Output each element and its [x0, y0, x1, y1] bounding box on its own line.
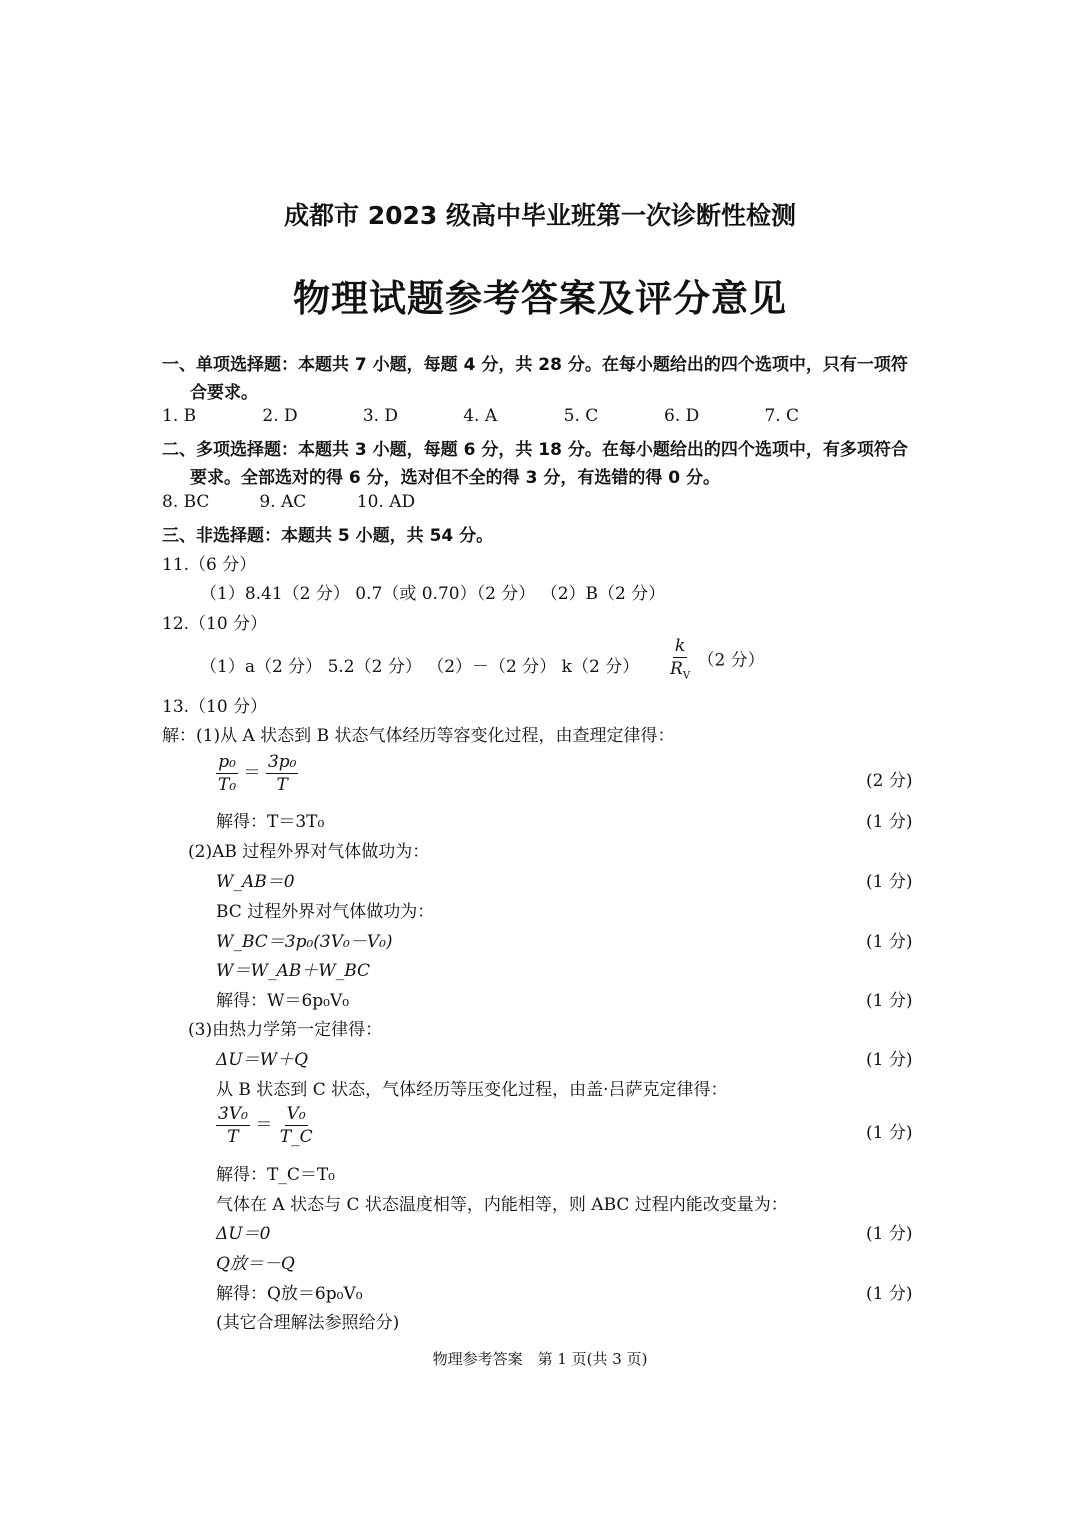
answer-item: 2. D: [262, 406, 298, 426]
work-bc: W_BC＝3p₀(3V₀－V₀): [216, 932, 393, 952]
solution-heat: 解得：Q放＝6p₀V₀: [216, 1284, 363, 1304]
answer-item: 4. A: [463, 406, 498, 426]
answer-item: 3. D: [362, 406, 399, 426]
solution-tc: 解得：T_C＝T₀: [216, 1165, 335, 1185]
work-ab: W_AB＝0: [216, 872, 295, 892]
section2-heading-line2: 要求。全部选对的得 6 分，选对但不全的得 3 分，有选错的得 0 分。: [190, 468, 720, 488]
score-mark: (1 分): [866, 991, 913, 1011]
answer-item: 7. C: [764, 406, 800, 426]
score-mark: (1 分): [866, 1224, 913, 1244]
q11-answers: （1）8.41（2 分） 0.7（或 0.70）（2 分） （2）B（2 分）: [200, 584, 666, 604]
score-mark: (2 分): [866, 771, 913, 791]
q-release: Q放＝－Q: [216, 1254, 295, 1274]
delta-u-zero: ΔU＝0: [216, 1224, 271, 1244]
ac-state-text: 气体在 A 状态与 C 状态温度相等，内能相等，则 ABC 过程内能改变量为：: [216, 1195, 788, 1215]
answer-item: 8. BC: [162, 492, 210, 512]
section2-heading-line1: 二、多项选择题：本题共 3 小题，每题 6 分，共 18 分。在每小题给出的四个选项中，有多项符合: [162, 440, 908, 460]
solution-temperature: 解得：T＝3T₀: [216, 812, 325, 832]
score-mark: (1 分): [866, 1050, 913, 1070]
answer-item: 9. AC: [259, 492, 307, 512]
q13-label: 13.（10 分）: [162, 697, 268, 717]
section1-heading-line1: 一、单项选择题：本题共 7 小题，每题 4 分，共 28 分。在每小题给出的四个选项中，只有一项符: [162, 355, 908, 375]
first-law-equation: ΔU＝W＋Q: [216, 1050, 309, 1070]
bc-work-intro: BC 过程外界对气体做功为：: [216, 902, 435, 922]
section2-answers: [162, 492, 415, 512]
q12-answers: （1）a（2 分） 5.2（2 分） （2）－（2 分） k（2 分）: [200, 657, 640, 677]
bc-process-text: 从 B 状态到 C 状态，气体经历等压变化过程，由盖·吕萨克定律得：: [216, 1080, 728, 1100]
work-sum: W＝W_AB＋W_BC: [216, 961, 371, 981]
fraction-k-over-rv: $\frac{k}{R_V}$: [670, 636, 691, 682]
charles-law-equation: $\frac{\text{p₀}}{\text{T₀}}$ ＝ $\frac{\text{3p₀}}{T}$: [218, 752, 297, 795]
other-methods-note: (其它合理解法参照给分): [216, 1313, 400, 1333]
q13-part3-intro: (3)由热力学第一定律得：: [188, 1020, 383, 1040]
score-mark: (1 分): [866, 812, 913, 832]
q13-part1-intro: 解：(1)从 A 状态到 B 状态气体经历等容变化过程，由查理定律得：: [162, 726, 675, 746]
answer-item: 1. B: [162, 406, 197, 426]
exam-title: 成都市 2023 级高中毕业班第一次诊断性检测: [284, 201, 796, 230]
q11-label: 11.（6 分）: [162, 555, 257, 575]
score-mark: (1 分): [866, 872, 913, 892]
solution-work: 解得：W＝6p₀V₀: [216, 991, 350, 1011]
score-mark: (1 分): [866, 932, 913, 952]
page-footer: 物理参考答案 第 1 页(共 3 页): [432, 1350, 648, 1368]
document-title: 物理试题参考答案及评分意见: [293, 277, 787, 320]
gay-lussac-equation: $\frac{\text{3V₀}}{T}$ ＝ $\frac{\text{V₀}}{T\_C}$: [218, 1104, 313, 1147]
section1-answers: [162, 406, 799, 426]
q12-label: 12.（10 分）: [162, 614, 268, 634]
section1-heading-line2: 合要求。: [190, 383, 258, 403]
score-mark: (1 分): [866, 1284, 913, 1304]
q13-part2-intro: (2)AB 过程外界对气体做功为：: [188, 842, 430, 862]
answer-item: 5. C: [563, 406, 599, 426]
score-mark: (1 分): [866, 1123, 913, 1143]
answer-item: 6. D: [664, 406, 700, 426]
answer-item: 10. AD: [356, 492, 416, 512]
q12-fraction-answer: $\frac{k}{R_V}$ （2 分）: [668, 636, 765, 686]
section3-heading: 三、非选择题：本题共 5 小题，共 54 分。: [162, 526, 494, 546]
